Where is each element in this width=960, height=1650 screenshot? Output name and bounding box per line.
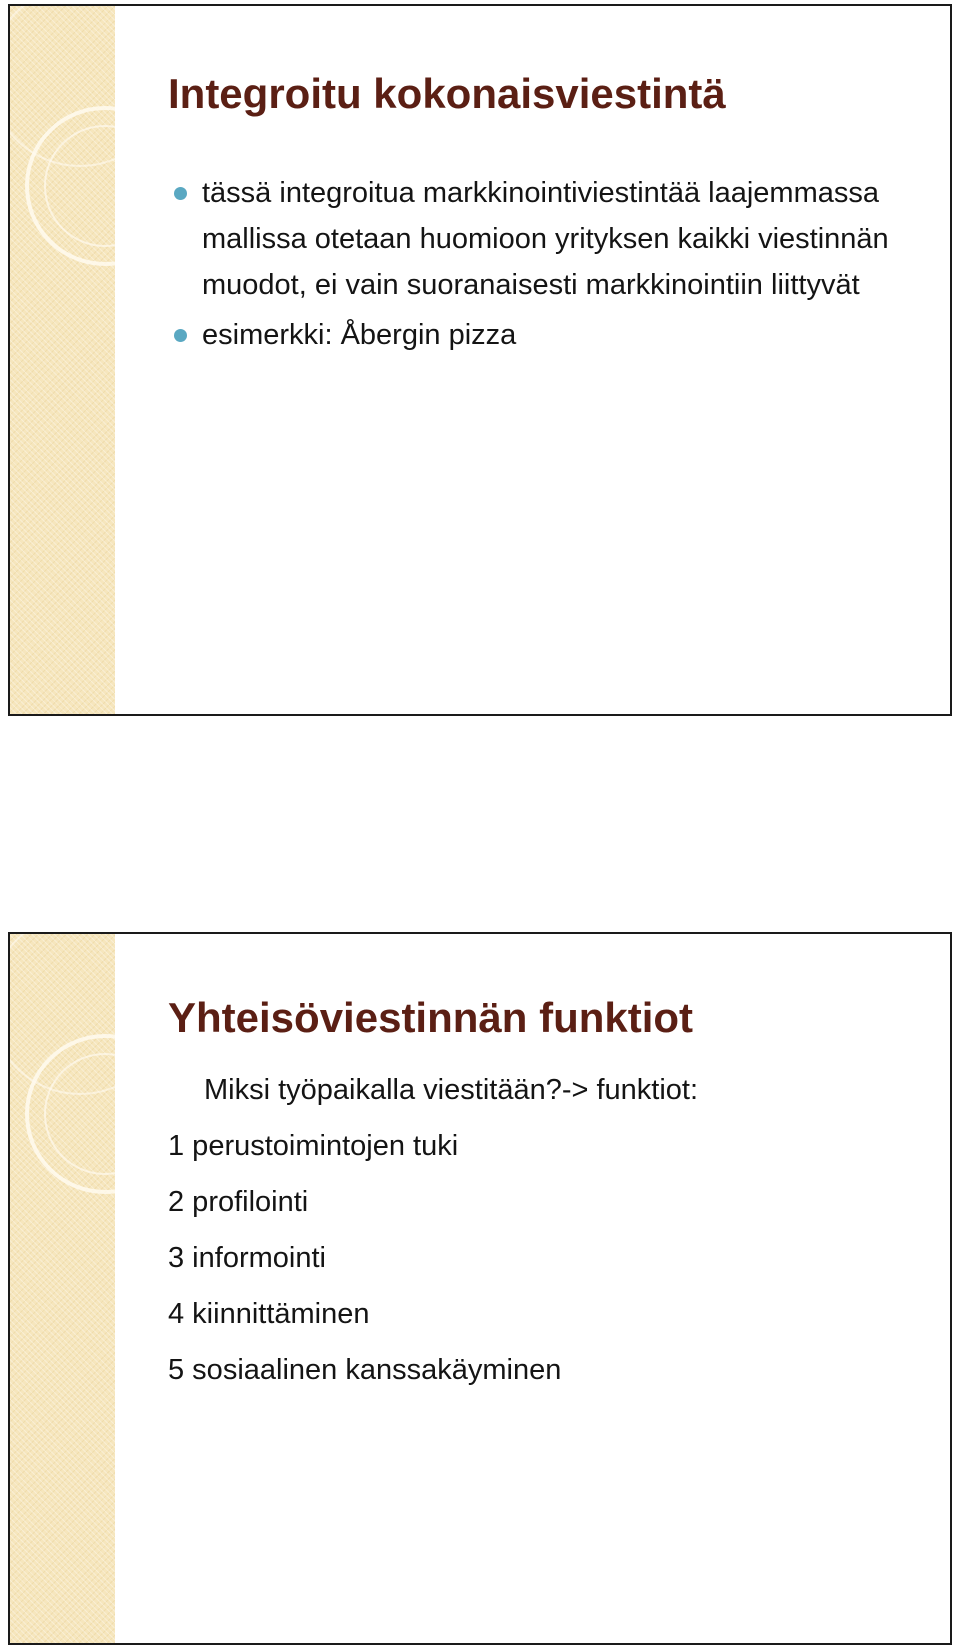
function-list — [168, 1062, 928, 1398]
bullet-text: tässä integroitua markkinointiviestintää laajemmassa mallissa otetaan huomioon yrityksen kaikki viestinnän muodot, ei vain suoranaisesti markkinointiin liittyvät — [202, 177, 889, 301]
list-item: 3 informointi — [168, 1242, 326, 1274]
decorative-circles — [10, 934, 115, 1645]
slide-title: Integroitu kokonaisviestintä — [168, 70, 726, 117]
decorative-circles — [10, 6, 115, 716]
list-item: 4 kiinnittäminen — [168, 1298, 370, 1330]
bullet-text: esimerkki: Åbergin pizza — [202, 319, 517, 351]
list-intro: Miksi työpaikalla viestitään?-> funktiot: — [204, 1074, 699, 1106]
slide-1 — [8, 4, 952, 716]
bullet-item — [168, 312, 928, 358]
bullet-icon — [174, 187, 187, 200]
bullet-item — [168, 170, 928, 308]
slide-title: Yhteisöviestinnän funktiot — [168, 994, 694, 1041]
list-item: 1 perustoimintojen tuki — [168, 1130, 459, 1162]
list-item: 2 profilointi — [168, 1186, 309, 1218]
decorative-strip — [10, 934, 115, 1643]
decorative-strip — [10, 6, 115, 714]
list-item: 5 sosiaalinen kanssakäyminen — [168, 1354, 562, 1386]
bullet-list — [168, 170, 928, 362]
bullet-icon — [174, 329, 187, 342]
slide-2 — [8, 932, 952, 1645]
